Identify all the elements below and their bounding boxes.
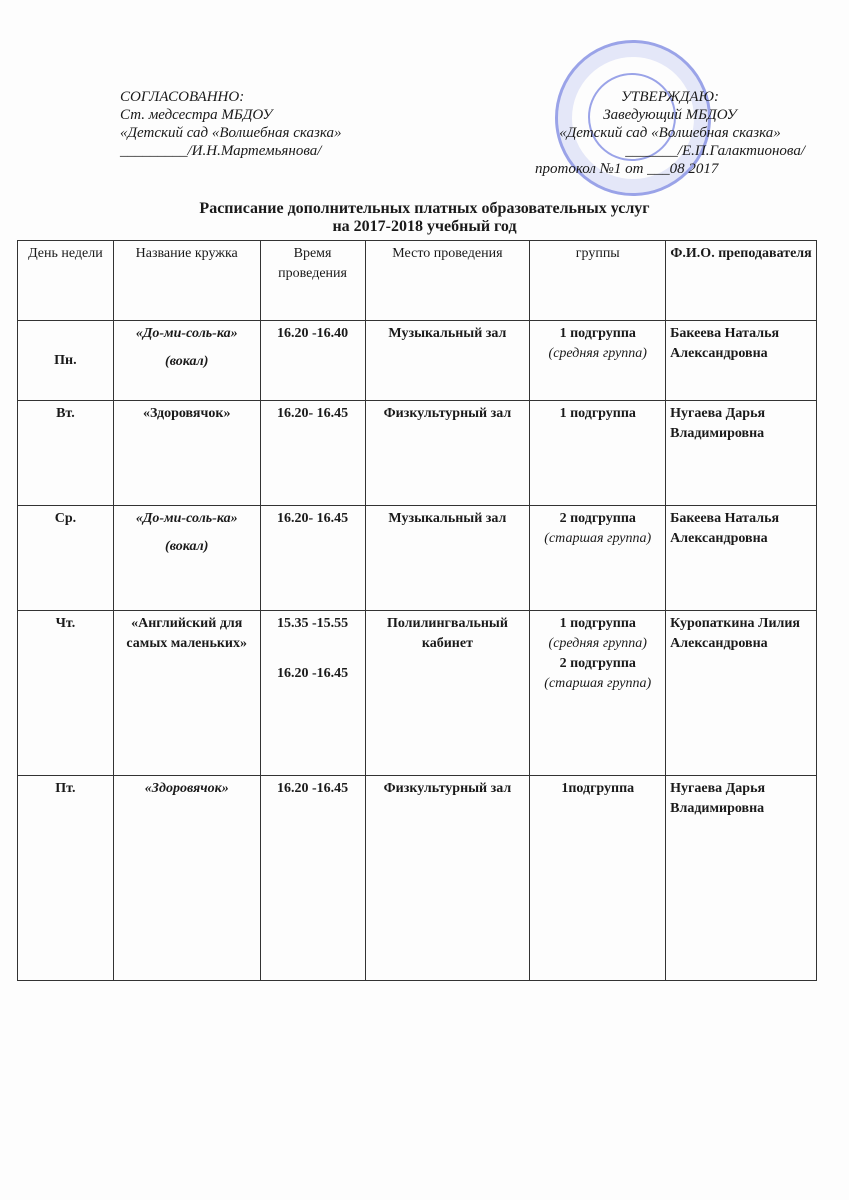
cell-club xyxy=(113,776,260,981)
day: Ср. xyxy=(54,511,77,526)
schedule-table xyxy=(17,240,817,981)
club: «До-ми-соль-ка» xyxy=(135,511,238,526)
place: Физкультурный зал xyxy=(383,781,512,796)
place: Физкультурный зал xyxy=(383,406,512,421)
day: Пн. xyxy=(54,352,77,368)
header-teacher: Ф.И.О. преподавателя xyxy=(666,241,817,321)
club: «До-ми-соль-ка» xyxy=(135,326,238,341)
cell-time xyxy=(260,611,365,776)
cell-time xyxy=(260,776,365,981)
group: 2 подгруппа xyxy=(559,511,636,526)
group-note: (средняя группа) xyxy=(548,636,647,651)
protocol-line: протокол №1 от ___08 2017 xyxy=(535,161,719,177)
group2-note: (старшая группа) xyxy=(544,676,652,691)
header-club: Название кружка xyxy=(113,241,260,321)
teacher: Куропаткина Лилия Александровна xyxy=(670,616,801,651)
cell-group xyxy=(530,321,666,401)
table-row xyxy=(18,776,817,981)
cell-place xyxy=(365,321,530,401)
time: 16.20- 16.45 xyxy=(276,511,349,526)
cell-day xyxy=(18,321,114,401)
approval-position: Заведующий МБДОУ xyxy=(603,107,737,123)
place: Музыкальный зал xyxy=(388,326,507,341)
teacher: Бакеева Наталья Александровна xyxy=(670,326,780,361)
approval-left xyxy=(120,88,341,160)
cell-teacher xyxy=(666,506,817,611)
cell-club xyxy=(113,401,260,506)
club: «Здоровячок» xyxy=(142,406,231,421)
group: 1 подгруппа xyxy=(559,406,636,421)
group-note: (средняя группа) xyxy=(548,346,647,361)
place: Музыкальный зал xyxy=(388,511,507,526)
header-day: День недели xyxy=(18,241,114,321)
time: 15.35 -15.55 xyxy=(276,616,349,631)
group2: 2 подгруппа xyxy=(559,656,636,671)
time2: 16.20 -16.45 xyxy=(276,666,349,681)
table-header-row xyxy=(18,241,817,321)
table-row xyxy=(18,611,817,776)
group: 1 подгруппа xyxy=(559,616,636,631)
cell-day xyxy=(18,401,114,506)
cell-group xyxy=(530,506,666,611)
cell-club xyxy=(113,321,260,401)
cell-teacher xyxy=(666,321,817,401)
cell-teacher xyxy=(666,611,817,776)
club: «Английский для самых маленьких» xyxy=(126,616,247,651)
teacher: Нугаева Дарья Владимировна xyxy=(670,781,766,816)
approval-org: «Детский сад «Волшебная сказка» xyxy=(559,125,781,141)
cell-teacher xyxy=(666,776,817,981)
place: Полилингвальный кабинет xyxy=(386,616,508,651)
table-row xyxy=(18,321,817,401)
cell-day xyxy=(18,776,114,981)
approval-heading: СОГЛАСОВАННО: xyxy=(120,89,245,105)
cell-club xyxy=(113,506,260,611)
page-title: Расписание дополнительных платных образовательных услуг на 2017-2018 учебный год xyxy=(199,200,650,235)
cell-place xyxy=(365,611,530,776)
table-row xyxy=(18,506,817,611)
approval-org: «Детский сад «Волшебная сказка» xyxy=(120,125,342,141)
cell-place xyxy=(365,776,530,981)
cell-group xyxy=(530,611,666,776)
header-groups: группы xyxy=(530,241,666,321)
club: «Здоровячок» xyxy=(144,781,229,796)
cell-day xyxy=(18,611,114,776)
cell-group xyxy=(530,401,666,506)
signature-line: _________/И.Н.Мартемьянова/ xyxy=(120,143,322,159)
club-note: (вокал) xyxy=(165,539,209,554)
day: Вт. xyxy=(56,406,75,421)
approval-heading: УТВЕРЖДАЮ: xyxy=(620,89,720,105)
day: Пт. xyxy=(55,781,76,796)
approval-position: Ст. медсестра МБДОУ xyxy=(120,107,273,123)
cell-place xyxy=(365,506,530,611)
cell-day xyxy=(18,506,114,611)
approval-right xyxy=(535,88,805,178)
table-row xyxy=(18,401,817,506)
header-time: Время проведения xyxy=(260,241,365,321)
cell-place xyxy=(365,401,530,506)
signature-line: _______/Е.П.Галактионова/ xyxy=(625,143,805,159)
teacher: Нугаева Дарья Владимировна xyxy=(670,406,766,441)
cell-teacher xyxy=(666,401,817,506)
cell-time xyxy=(260,401,365,506)
cell-group xyxy=(530,776,666,981)
header-place: Место проведения xyxy=(365,241,530,321)
time: 16.20- 16.45 xyxy=(276,406,349,421)
cell-time xyxy=(260,506,365,611)
group: 1подгруппа xyxy=(561,781,635,796)
time: 16.20 -16.40 xyxy=(276,326,349,341)
cell-time xyxy=(260,321,365,401)
day: Чт. xyxy=(55,616,76,631)
cell-club xyxy=(113,611,260,776)
teacher: Бакеева Наталья Александровна xyxy=(670,511,780,546)
time: 16.20 -16.45 xyxy=(276,781,349,796)
group: 1 подгруппа xyxy=(559,326,636,341)
group-note: (старшая группа) xyxy=(544,531,652,546)
club-note: (вокал) xyxy=(165,354,209,369)
